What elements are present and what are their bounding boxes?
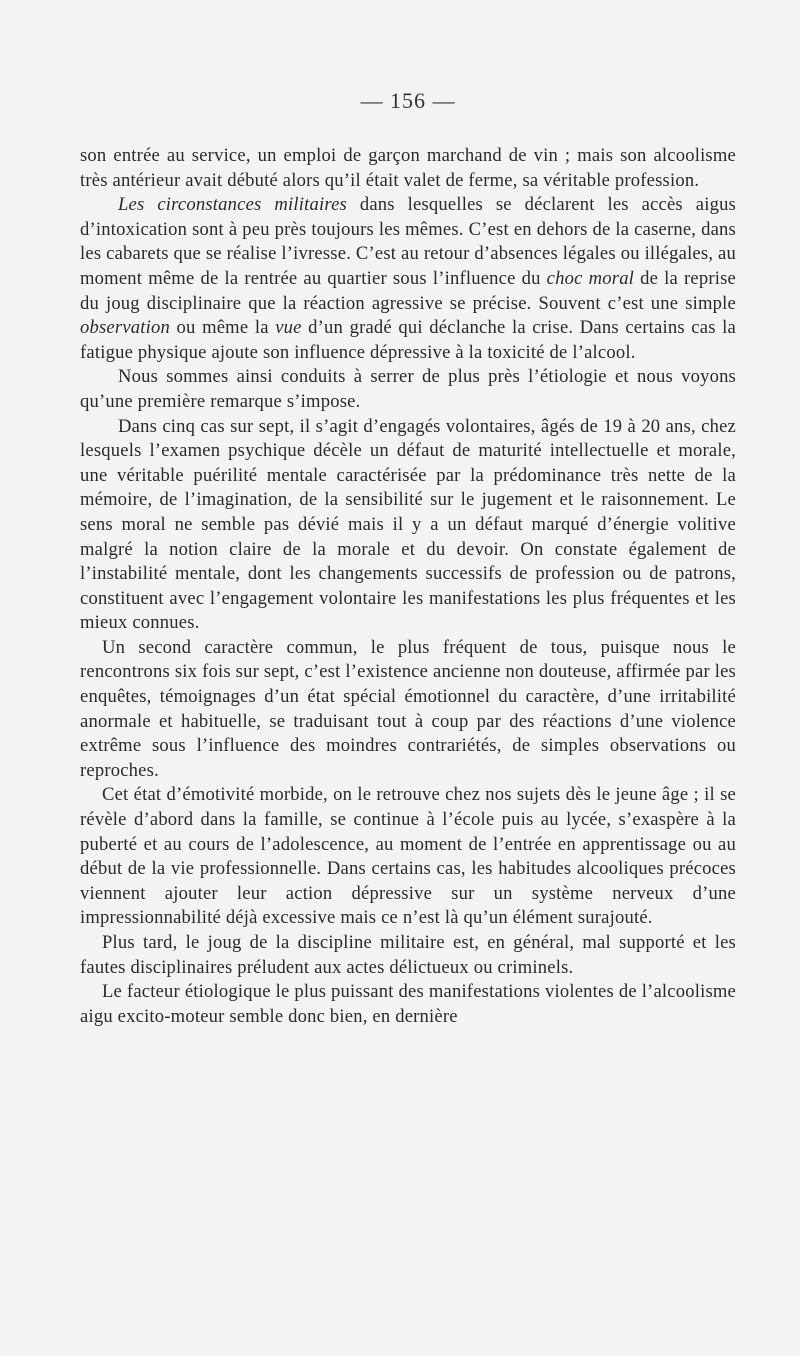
page-number: — 156 — xyxy=(360,88,456,113)
text-span: Dans cinq cas sur sept, il s’agit d’engagés volontaires, âgés de 19 à 20 ans, chez lesquels l’examen psychique décèle un défaut de maturité intellectuelle et morale, une véritable puérilité mentale caractérisée par la prédominance très nette de la mémoire, de l’imagination, de la sensibilité sur le jugement et le raisonnement. Le sens moral ne semble pas dévié mais il y a un défaut marqué d’énergie volitive malgré la notion claire de la morale et du devoir. On constate également de l’instabilité mentale, dont les changements successifs de profession ou de patrons, constituent avec l’engagement volontaire les manifestations les plus fréquentes et les mieux connues. xyxy=(80,415,736,634)
text-span: ou même la xyxy=(170,317,276,339)
paragraph xyxy=(80,193,736,365)
italic-text: observation xyxy=(80,317,170,339)
text-span: de la reprise du joug disciplinaire que la réaction agressive se précise. Souvent c’est une simple xyxy=(80,267,736,314)
text-span: Un second caractère commun, le plus fréquent de tous, puisque nous le rencontrons six fois sur sept, c’est l’existence ancienne non douteuse, affirmée par les enquêtes, témoignages d’un état spécial émotionnel du caractère, d’une irritabilité anormale et habituelle, se traduisant tout à coup par des réactions d’une violence extrême sous l’influence des moindres contrariétés, de simples observations ou reproches. xyxy=(80,636,736,781)
paragraph xyxy=(80,783,736,931)
text-span: Le facteur étiologique le plus puissant des manifestations violentes de l’alcoolisme aigu excito-moteur semble donc bien, en dernière xyxy=(80,981,736,1027)
text-span: dans lesquelles se déclarent les accès aigus d’intoxication sont à peu près toujours les mêmes. C’est en dehors de la caserne, dans les cabarets que se réalise l’ivresse. C’est au retour d’absences légales ou illégales, au moment même de la rentrée au quartier sous l’influence du xyxy=(80,194,736,289)
italic-text: Les circonstances militaires xyxy=(118,194,347,216)
text-span: Plus tard, le joug de la discipline militaire est, en général, mal supporté et les fautes disciplinaires préludent aux actes délictueux ou criminels. xyxy=(80,932,736,978)
paragraph xyxy=(80,365,736,414)
text-span: d’un gradé qui déclanche la crise. Dans certains cas la fatigue physique ajoute son influence dépressive à la toxicité de l’alcool. xyxy=(80,317,736,363)
text-span: Cet état d’émotivité morbide, on le retrouve chez nos sujets dès le jeune âge ; il se révèle d’abord dans la famille, se continue à l’école puis au lycée, s’exaspère à la puberté et au cours de l’adolescence, au moment de l’entrée en apprentissage ou au début de la vie professionnelle. Dans certains cas, les habitudes alcooliques précoces viennent ajouter leur action dépressive sur un système nerveux d’une impressionnabilité déjà excessive mais ce n’est là qu’un élément surajouté. xyxy=(80,784,736,929)
text-span: son entrée au service, un emploi de garçon marchand de vin ; mais son alcoolisme très antérieur avait débuté alors qu’il était valet de ferme, sa véritable profession. xyxy=(80,145,736,191)
paragraph xyxy=(80,636,736,784)
paragraph xyxy=(80,415,736,636)
italic-text: vue xyxy=(275,317,302,339)
text-span: Nous sommes ainsi conduits à serrer de plus près l’étiologie et nous voyons qu’une première remarque s’impose. xyxy=(80,366,736,412)
paragraph xyxy=(80,931,736,980)
body-text xyxy=(80,144,736,1029)
paragraph xyxy=(80,144,736,193)
italic-text: choc moral xyxy=(546,267,635,289)
paragraph xyxy=(80,980,736,1029)
